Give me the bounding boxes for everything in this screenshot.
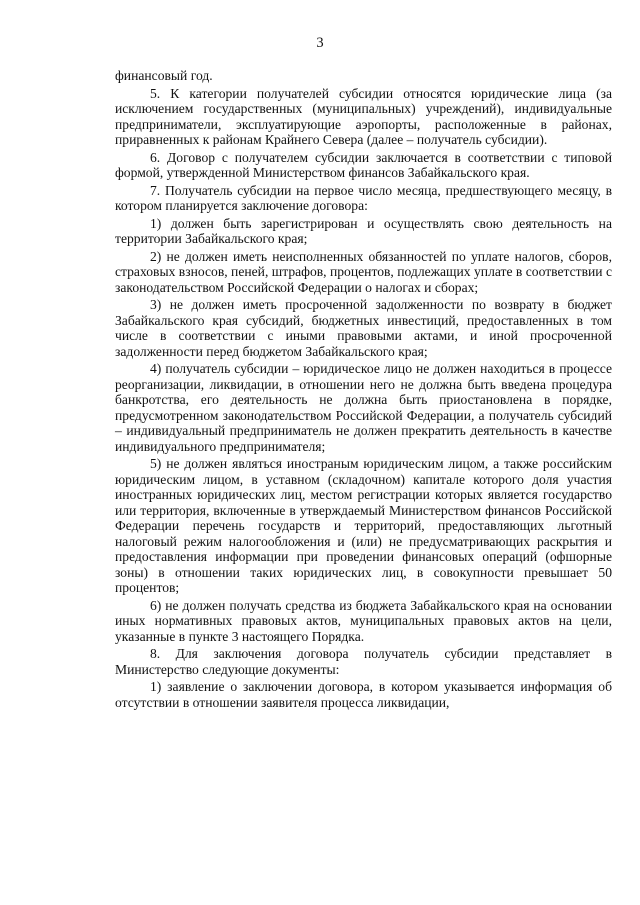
paragraph-clause-8: 8. Для заключения договора получатель субсидии представляет в Министерство следующие документы: [115,646,612,677]
paragraph-clause-6: 6. Договор с получателем субсидии заключается в соответствии с типовой формой, утвержденной Министерством финансов Забайкальского края. [115,149,612,180]
paragraph-item-7-6: 6) не должен получать средства из бюджета Забайкальского края на основании иных нормативных правовых актов, муниципальных правовых актов на цели, указанные в пункте 3 настоящего Порядка. [115,597,612,644]
paragraph-item-7-1: 1) должен быть зарегистрирован и осуществлять свою деятельность на территории Забайкальского края; [115,215,612,246]
paragraph-clause-7: 7. Получатель субсидии на первое число месяца, предшествующего месяцу, в котором планируется заключение договора: [115,182,612,213]
page-number: 3 [316,35,324,51]
paragraph-item-8-1: 1) заявление о заключении договора, в котором указывается информация об отсутствии в отношении заявителя процесса ликвидации, [115,679,612,710]
document-body [115,68,612,712]
paragraph-continuation: финансовый год. [115,68,213,83]
paragraph-clause-5: 5. К категории получателей субсидии относятся юридические лица (за исключением государственных (муниципальных) учреждений), индивидуальные предприниматели, эксплуатирующие аэропорты, расположенные в районах, приравненных к районам Крайнего Севера (далее – получатель субсидии). [115,85,612,147]
paragraph-item-7-5: 5) не должен являться иностраным юридическим лицом, а также российским юридическим лицом, в уставном (складочном) капитале которого доля участия иностранных юридических лиц, местом регистрации которых является государство или территория, включенные в утверждаемый Министерством финансов Российской Федерации перечень государств и территорий, предоставляющих льготный налоговый режим налогообложения и (или) не предусматривающих раскрытия и предоставления информации при проведении финансовых операций (офшорные зоны) в отношении таких юридических лиц, в совокупности превышает 50 процентов; [115,456,612,595]
paragraph-item-7-4: 4) получатель субсидии – юридическое лицо не должен находиться в процессе реорганизации, ликвидации, в отношении него не должна быть введена процедура банкротства, его деятельность не должна быть приостановлена в порядке, предусмотренном законодательством Российской Федерации, а получатель субсидий – индивидуальный предприниматель не должен прекратить деятельность в качестве индивидуального предпринимателя; [115,361,612,454]
paragraph-item-7-2: 2) не должен иметь неисполненных обязанностей по уплате налогов, сборов, страховых взносов, пеней, штрафов, процентов, подлежащих уплате в соответствии с законодательством Российской Федерации о налогах и сборах; [115,248,612,295]
paragraph-item-7-3: 3) не должен иметь просроченной задолженности по возврату в бюджет Забайкальского края субсидий, бюджетных инвестиций, предоставленных в том числе в соответствии с иными правовыми актами, и иной просроченной задолженности перед бюджетом Забайкальского края; [115,297,612,359]
